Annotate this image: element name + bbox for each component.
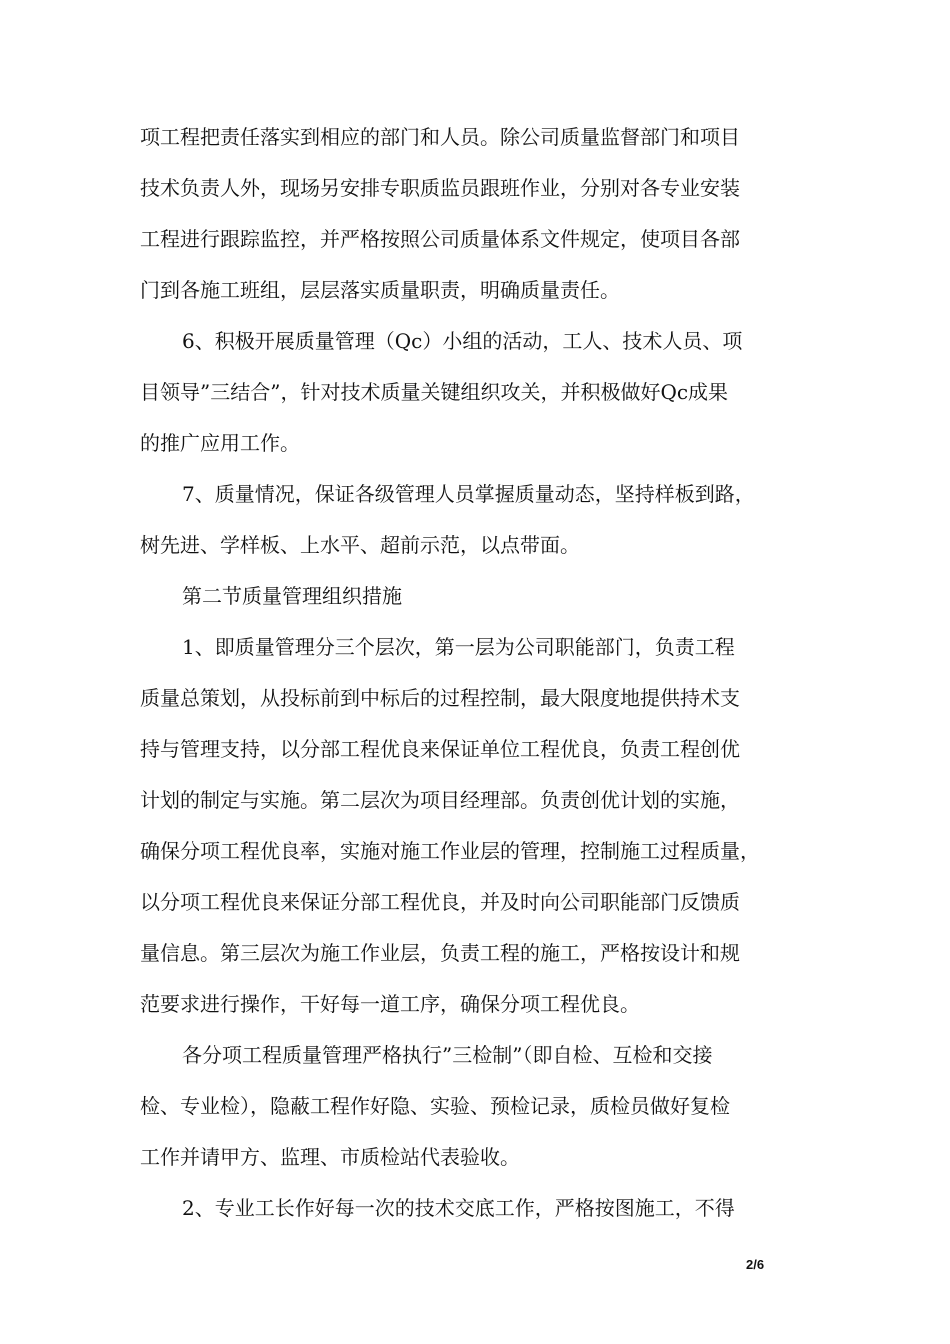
text-line: 质量总策划，从投标前到中标后的过程控制，最大限度地提供持术支 [140, 686, 740, 710]
paragraph-item-7 [140, 469, 820, 571]
text-line: 1、即质量管理分三个层次，第一层为公司职能部门，负责工程 [182, 635, 735, 659]
page-number: 2/6 [746, 1257, 765, 1272]
text-line: 7、质量情况，保证各级管理人员掌握质量动态，坚持样板到路， [182, 482, 755, 506]
paragraph-three-checks [140, 1030, 820, 1183]
text-line: 范要求进行操作，干好每一道工序，确保分项工程优良。 [140, 992, 640, 1016]
text-line: 检、专业检），隐蔽工程作好隐、实验、预检记录，质检员做好复检 [140, 1094, 730, 1118]
text-line: 工作并请甲方、监理、市质检站代表验收。 [140, 1145, 520, 1169]
paragraph-item-6 [140, 316, 820, 469]
text-line: 工程进行跟踪监控，并严格按照公司质量体系文件规定，使项目各部 [140, 227, 740, 251]
document-body [140, 112, 820, 1234]
text-line: 树先进、学样板、上水平、超前示范，以点带面。 [140, 533, 580, 557]
text-line: 项工程把责任落实到相应的部门和人员。除公司质量监督部门和项目 [140, 125, 740, 149]
text-line: 技术负责人外，现场另安排专职质监员跟班作业，分别对各专业安装 [140, 176, 740, 200]
section-heading [140, 571, 820, 622]
text-line: 6、积极开展质量管理（Qc）小组的活动，工人、技术人员、项 [182, 329, 743, 353]
text-line: 量信息。第三层次为施工作业层，负责工程的施工，严格按设计和规 [140, 941, 740, 965]
paragraph-1 [140, 112, 820, 316]
text-line: 确保分项工程优良率，实施对施工作业层的管理，控制施工过程质量， [140, 839, 760, 863]
text-line: 各分项工程质量管理严格执行”三检制”（即自检、互检和交接 [182, 1043, 713, 1067]
text-line: 的推广应用工作。 [140, 431, 300, 455]
text-line: 2、专业工长作好每一次的技术交底工作，严格按图施工，不得 [182, 1196, 735, 1220]
text-line: 持与管理支持，以分部工程优良来保证单位工程优良，负责工程创优 [140, 737, 740, 761]
text-line: 计划的制定与实施。第二层次为项目经理部。负责创优计划的实施， [140, 788, 740, 812]
paragraph-item-2 [140, 1183, 820, 1234]
paragraph-item-1 [140, 622, 820, 1030]
text-line: 门到各施工班组，层层落实质量职责，明确质量责任。 [140, 278, 620, 302]
section-title: 第二节质量管理组织措施 [182, 584, 402, 608]
text-line: 目领导”三结合”，针对技术质量关键组织攻关，并积极做好Qc成果 [140, 380, 729, 404]
text-line: 以分项工程优良来保证分部工程优良，并及时向公司职能部门反馈质 [140, 890, 740, 914]
